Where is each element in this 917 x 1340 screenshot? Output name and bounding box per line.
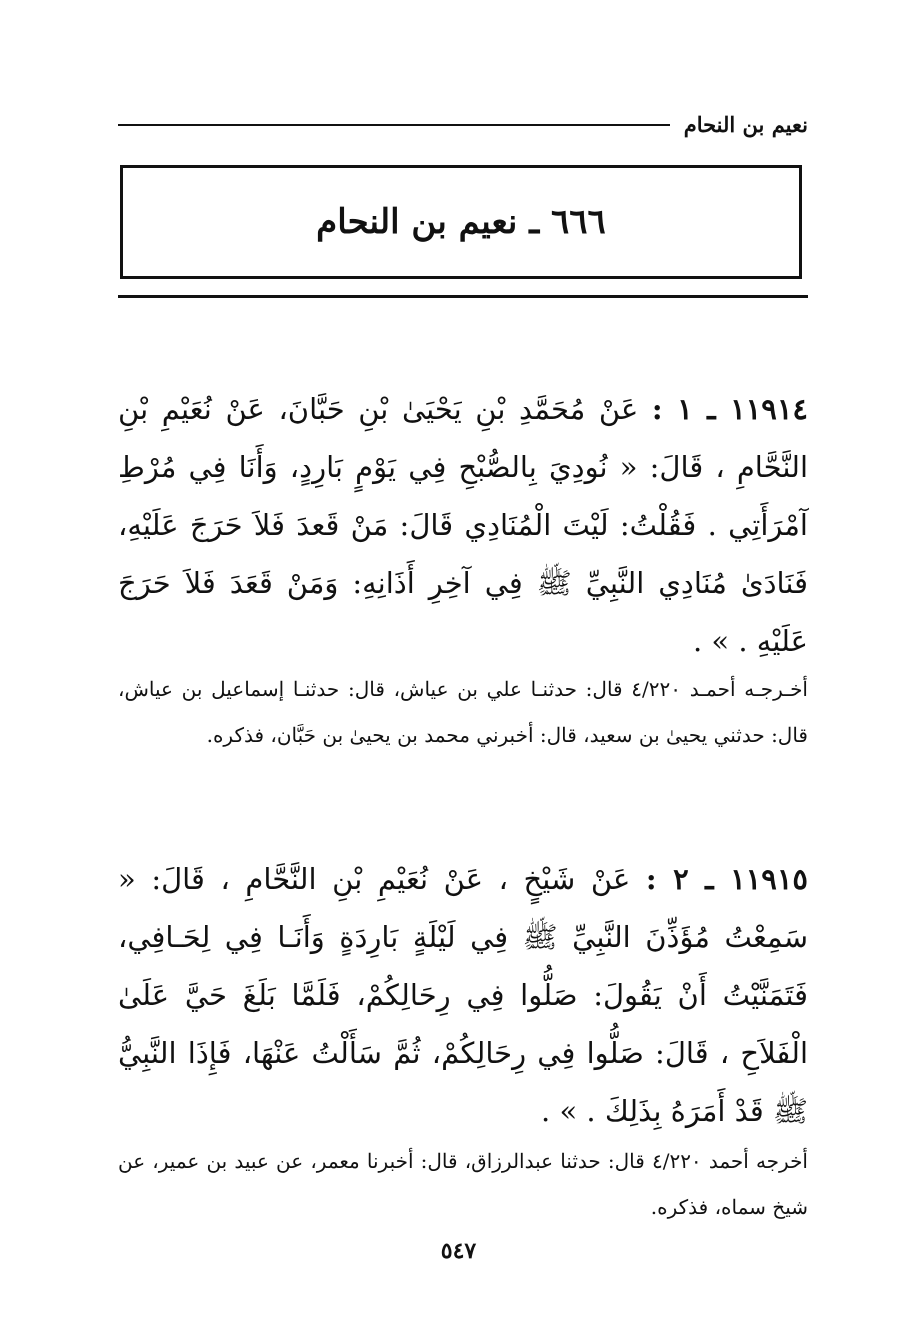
chapter-title-box bbox=[120, 165, 802, 279]
running-head-title: نعيم بن النحام bbox=[683, 111, 808, 137]
takhrij-text: أخـرجـه أحمـد ٤/٢٢٠ قال: حدثنـا علي بن عياش، قال: حدثنـا إسماعيل بن عياش، قال: حدثني يحيىٰ بن سعيد، قال: أخبرني محمد بن يحيىٰ بن حَبَّان، فذكره. bbox=[118, 677, 808, 747]
hadith-text: عَنْ مُحَمَّدِ بْنِ يَحْيَىٰ بْنِ حَبَّانَ، عَنْ نُعَيْمِ بْنِ النَّحَّامِ ، قَالَ: « نُودِيَ بِالصُّبْحِ فِي يَوْمٍ بَارِدٍ، وَأَنَا فِي مُرْطِ آمْرَأَتِي . فَقُلْتُ: لَيْتَ الْمُنَادِي قَالَ: مَنْ قَعدَ فَلاَ حَرَجَ عَلَيْهِ، فَنَادَىٰ مُنَادِي النَّبِيِّ ﷺ فِي آخِرِ أَذَانِهِ: وَمَنْ قَعَدَ فَلاَ حَرَجَ عَلَيْهِ . » . bbox=[118, 392, 808, 658]
hadith-text: عَنْ شَيْخٍ ، عَنْ نُعَيْمِ بْنِ النَّحَّامِ ، قَالَ: « سَمِعْتُ مُؤَذِّنَ النَّبِيِّ ﷺ فِي لَيْلَةٍ بَارِدَةٍ وَأَنَـا فِي لِحَـافِي، فَتَمَنَّيْتُ أَنْ يَقُولَ: صَلُّوا فِي رِحَالِكُمْ، فَلَمَّا بَلَغَ حَيَّ عَلَىٰ الْفَلاَحِ ، قَالَ: صَلُّوا فِي رِحَالِكُمْ، ثُمَّ سَأَلْتُ عَنْهَا، فَإِذَا النَّبِيُّ ﷺ قَدْ أَمَرَهُ بِذَلِكَ . » . bbox=[118, 862, 808, 1128]
hadith-number: ١١٩١٤ ـ ١ : bbox=[651, 392, 808, 426]
takhrij-note-1 bbox=[118, 666, 808, 758]
chapter-title: ٦٦٦ ـ نعيم بن النحام bbox=[316, 202, 606, 242]
header-rule bbox=[118, 124, 670, 126]
hadith-entry-2 bbox=[118, 850, 808, 1140]
title-divider bbox=[118, 295, 808, 298]
takhrij-text: أخرجه أحمد ٤/٢٢٠ قال: حدثنا عبدالرزاق، قال: أخبرنا معمر، عن عبيد بن عمير، عن شيخ سماه، فذكره. bbox=[118, 1149, 808, 1219]
takhrij-note-2 bbox=[118, 1138, 808, 1230]
hadith-entry-1 bbox=[118, 380, 808, 670]
hadith-number: ١١٩١٥ ـ ٢ : bbox=[645, 862, 808, 896]
page-number: ٥٤٧ bbox=[440, 1238, 477, 1264]
running-header bbox=[118, 106, 808, 142]
